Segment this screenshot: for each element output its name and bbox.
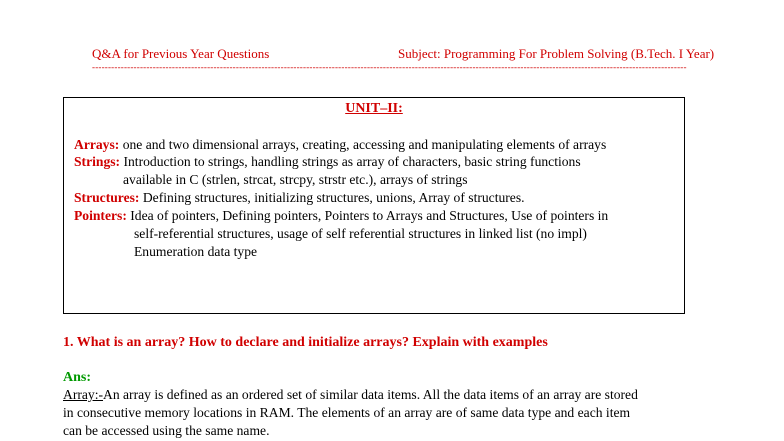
- answer-text-1: An array is defined as an ordered set of similar data items. All the data items of an array are stored: [103, 387, 638, 402]
- arrays-text: one and two dimensional arrays, creating, accessing and manipulating elements of arrays: [119, 137, 607, 152]
- strings-text-2: available in C (strlen, strcat, strcpy, strstr etc.), arrays of strings: [123, 172, 468, 187]
- header-right: Subject: Programming For Problem Solving (B.Tech. I Year): [398, 46, 715, 61]
- array-term: Array:-: [63, 387, 104, 402]
- pointers-text-1: Idea of pointers, Defining pointers, Pointers to Arrays and Structures, Use of pointers in: [126, 208, 609, 223]
- structures-text: Defining structures, initializing structures, unions, Array of structures.: [139, 190, 525, 205]
- answer-line-1: [63, 386, 638, 403]
- strings-term: Strings:: [74, 154, 121, 169]
- unit-title: UNIT–II:: [345, 101, 403, 116]
- pointers-text-2: self-referential structures, usage of self referential structures in linked list (no impl): [134, 226, 587, 241]
- syllabus-pointers: [74, 207, 608, 224]
- structures-term: Structures:: [74, 190, 140, 205]
- pointers-text-3: Enumeration data type: [134, 244, 258, 259]
- syllabus-structures: [74, 189, 525, 206]
- syllabus-box: [63, 97, 685, 314]
- question-heading: 1. What is an array? How to declare and initialize arrays? Explain with examples: [63, 335, 548, 350]
- header-separator: ------------------------------------------------------------------------------------------------------------------------------------------------------------------------------------------: [92, 62, 687, 72]
- arrays-term: Arrays:: [74, 137, 120, 152]
- answer-line-3: can be accessed using the same name.: [63, 423, 270, 438]
- strings-text-1: Introduction to strings, handling strings as array of characters, basic string functions: [120, 154, 581, 169]
- answer-label: Ans:: [63, 370, 92, 385]
- answer-line-2: in consecutive memory locations in RAM. The elements of an array are of same data type and each item: [63, 405, 631, 420]
- syllabus-arrays: [74, 136, 606, 153]
- syllabus-strings: [74, 153, 581, 170]
- pointers-term: Pointers:: [74, 208, 127, 223]
- header-left: Q&A for Previous Year Questions: [92, 46, 270, 61]
